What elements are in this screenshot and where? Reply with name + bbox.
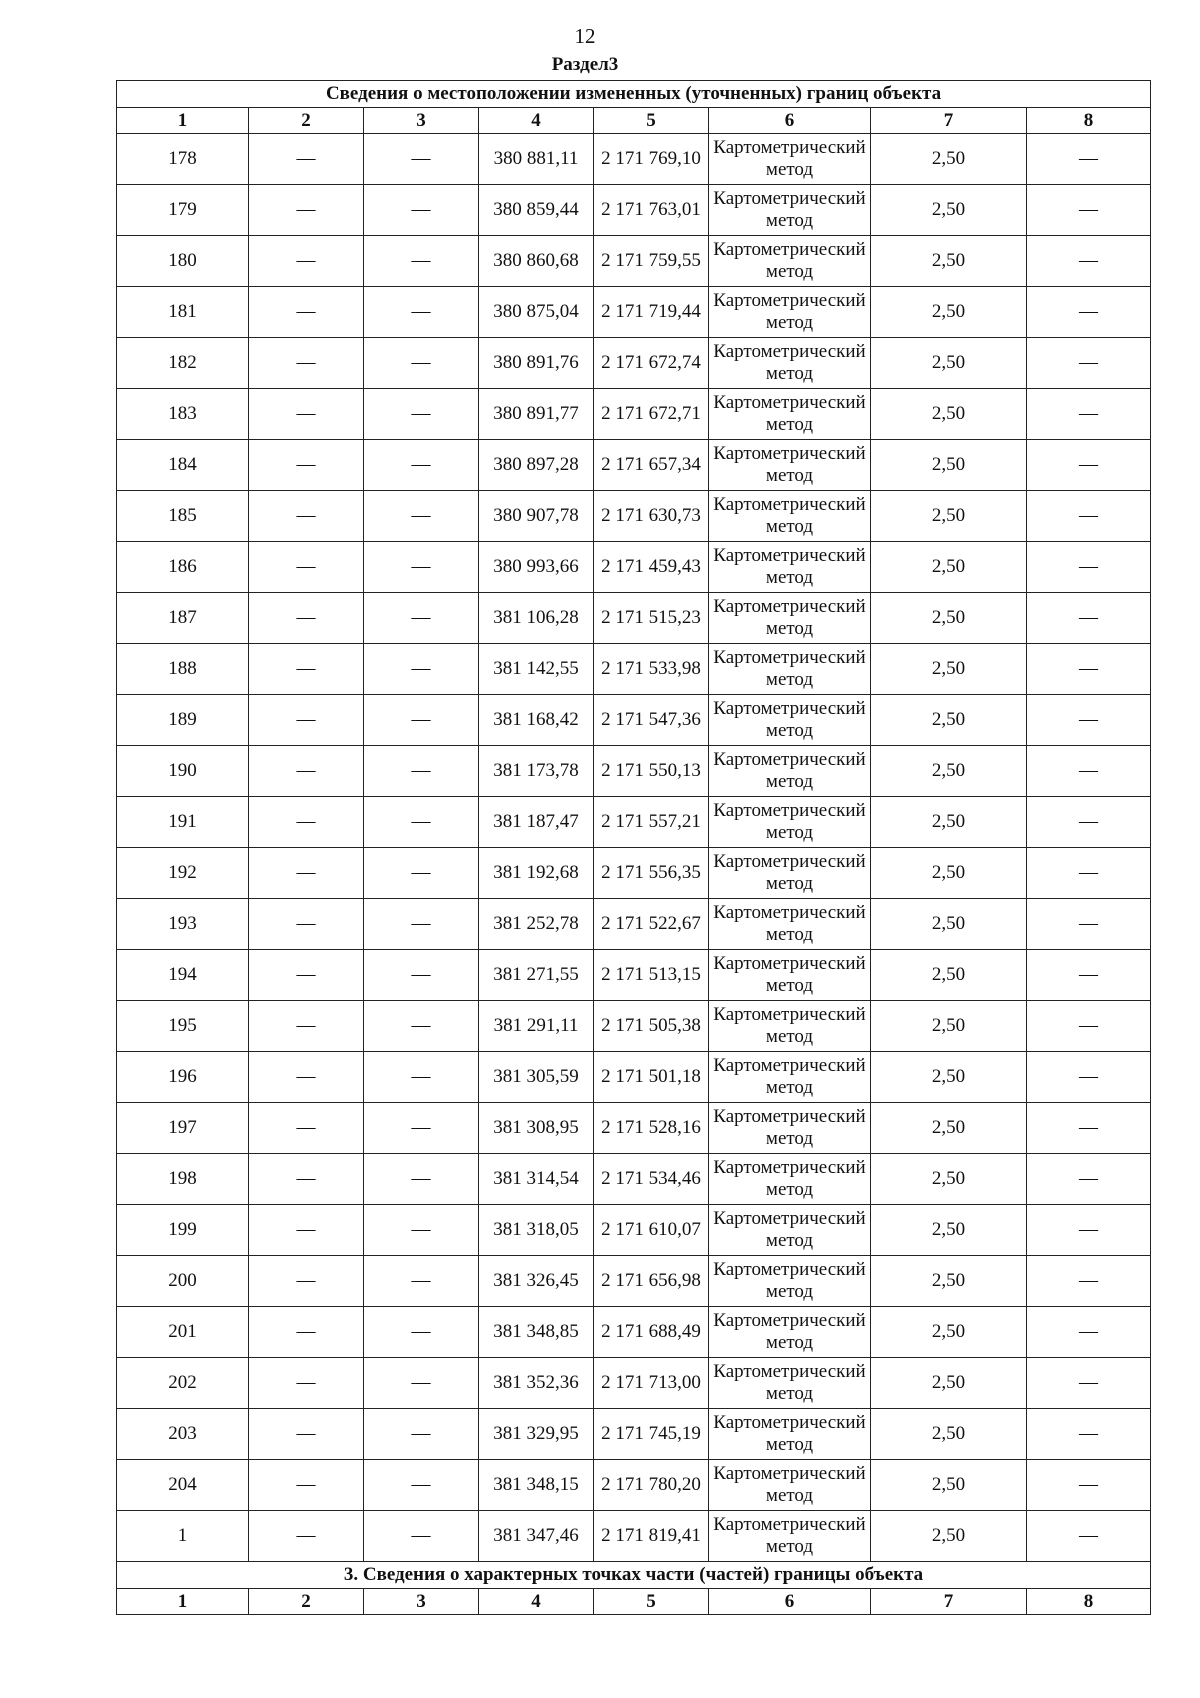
method-cell: Картометрический метод [709,1154,871,1205]
column-number-row [117,108,1151,134]
table-row [117,746,1151,797]
accuracy-cell: 2,50 [871,1460,1027,1511]
method-cell: Картометрический метод [709,1103,871,1154]
dash-cell: — [364,950,479,1001]
table-caption-row [117,81,1151,108]
method-cell: Картометрический метод [709,695,871,746]
accuracy-cell: 2,50 [871,1307,1027,1358]
dash-cell: — [364,440,479,491]
dash-cell: — [249,644,364,695]
method-cell: Картометрический метод [709,1358,871,1409]
dash-cell: — [1027,134,1151,185]
accuracy-cell: 2,50 [871,1052,1027,1103]
dash-cell: — [1027,1205,1151,1256]
dash-cell: — [364,338,479,389]
accuracy-cell: 2,50 [871,440,1027,491]
y-coordinate-cell: 2 171 515,23 [594,593,709,644]
dash-cell: — [249,236,364,287]
table-row [117,1052,1151,1103]
accuracy-cell: 2,50 [871,1511,1027,1562]
dash-cell: — [1027,236,1151,287]
accuracy-cell: 2,50 [871,1103,1027,1154]
dash-cell: — [249,1154,364,1205]
dash-cell: — [249,1358,364,1409]
x-coordinate-cell: 381 187,47 [479,797,594,848]
column-number: 3 [364,1589,479,1615]
accuracy-cell: 2,50 [871,848,1027,899]
y-coordinate-cell: 2 171 610,07 [594,1205,709,1256]
point-number-cell: 184 [117,440,249,491]
point-number-cell: 203 [117,1409,249,1460]
accuracy-cell: 2,50 [871,746,1027,797]
dash-cell: — [364,185,479,236]
section-title: Раздел3 [551,54,619,75]
dash-cell: — [364,848,479,899]
accuracy-cell: 2,50 [871,695,1027,746]
method-cell: Картометрический метод [709,491,871,542]
dash-cell: — [1027,1511,1151,1562]
dash-cell: — [364,1460,479,1511]
table-row [117,848,1151,899]
method-cell: Картометрический метод [709,440,871,491]
method-cell: Картометрический метод [709,593,871,644]
point-number-cell: 191 [117,797,249,848]
x-coordinate-cell: 381 252,78 [479,899,594,950]
point-number-cell: 202 [117,1358,249,1409]
dash-cell: — [364,899,479,950]
accuracy-cell: 2,50 [871,1358,1027,1409]
x-coordinate-cell: 380 860,68 [479,236,594,287]
accuracy-cell: 2,50 [871,950,1027,1001]
table-row [117,1460,1151,1511]
dash-cell: — [249,1103,364,1154]
column-number: 2 [249,1589,364,1615]
x-coordinate-cell: 381 318,05 [479,1205,594,1256]
dash-cell: — [364,542,479,593]
dash-cell: — [364,134,479,185]
column-number: 4 [479,108,594,134]
table-row [117,134,1151,185]
column-number: 6 [709,1589,871,1615]
method-cell: Картометрический метод [709,542,871,593]
column-number: 5 [594,108,709,134]
column-number: 4 [479,1589,594,1615]
y-coordinate-cell: 2 171 657,34 [594,440,709,491]
method-cell: Картометрический метод [709,287,871,338]
method-cell: Картометрический метод [709,134,871,185]
dash-cell: — [249,1205,364,1256]
accuracy-cell: 2,50 [871,1409,1027,1460]
point-number-cell: 199 [117,1205,249,1256]
point-number-cell: 183 [117,389,249,440]
table-row [117,1154,1151,1205]
table-caption: Сведения о местоположении измененных (уточненных) границ объекта [117,81,1151,108]
point-number-cell: 186 [117,542,249,593]
column-number: 3 [364,108,479,134]
x-coordinate-cell: 381 271,55 [479,950,594,1001]
accuracy-cell: 2,50 [871,389,1027,440]
point-number-cell: 185 [117,491,249,542]
dash-cell: — [1027,542,1151,593]
dash-cell: — [249,389,364,440]
dash-cell: — [249,1052,364,1103]
dash-cell: — [1027,1307,1151,1358]
point-number-cell: 188 [117,644,249,695]
table-row [117,593,1151,644]
dash-cell: — [1027,746,1151,797]
x-coordinate-cell: 380 859,44 [479,185,594,236]
y-coordinate-cell: 2 171 459,43 [594,542,709,593]
x-coordinate-cell: 381 352,36 [479,1358,594,1409]
dash-cell: — [1027,644,1151,695]
dash-cell: — [249,899,364,950]
point-number-cell: 1 [117,1511,249,1562]
dash-cell: — [364,1001,479,1052]
x-coordinate-cell: 380 881,11 [479,134,594,185]
x-coordinate-cell: 381 326,45 [479,1256,594,1307]
method-cell: Картометрический метод [709,899,871,950]
accuracy-cell: 2,50 [871,185,1027,236]
accuracy-cell: 2,50 [871,542,1027,593]
x-coordinate-cell: 380 875,04 [479,287,594,338]
dash-cell: — [364,1154,479,1205]
y-coordinate-cell: 2 171 557,21 [594,797,709,848]
y-coordinate-cell: 2 171 769,10 [594,134,709,185]
method-cell: Картометрический метод [709,1052,871,1103]
dash-cell: — [1027,440,1151,491]
x-coordinate-cell: 381 305,59 [479,1052,594,1103]
table-row [117,644,1151,695]
dash-cell: — [364,1307,479,1358]
table-row [117,491,1151,542]
dash-cell: — [1027,338,1151,389]
method-cell: Картометрический метод [709,236,871,287]
table-row [117,950,1151,1001]
accuracy-cell: 2,50 [871,1154,1027,1205]
dash-cell: — [364,236,479,287]
y-coordinate-cell: 2 171 630,73 [594,491,709,542]
point-number-cell: 179 [117,185,249,236]
column-number: 8 [1027,1589,1151,1615]
dash-cell: — [249,1460,364,1511]
y-coordinate-cell: 2 171 780,20 [594,1460,709,1511]
table-row [117,1103,1151,1154]
column-number: 1 [117,1589,249,1615]
y-coordinate-cell: 2 171 672,71 [594,389,709,440]
dash-cell: — [249,1307,364,1358]
column-number: 8 [1027,108,1151,134]
dash-cell: — [249,950,364,1001]
method-cell: Картометрический метод [709,746,871,797]
point-number-cell: 198 [117,1154,249,1205]
point-number-cell: 189 [117,695,249,746]
dash-cell: — [364,1103,479,1154]
dash-cell: — [1027,950,1151,1001]
table-row [117,287,1151,338]
point-number-cell: 200 [117,1256,249,1307]
method-cell: Картометрический метод [709,1460,871,1511]
y-coordinate-cell: 2 171 763,01 [594,185,709,236]
page-number: 12 [574,24,596,48]
dash-cell: — [249,593,364,644]
table-row [117,1307,1151,1358]
method-cell: Картометрический метод [709,1001,871,1052]
column-number: 7 [871,1589,1027,1615]
dash-cell: — [1027,1409,1151,1460]
y-coordinate-cell: 2 171 534,46 [594,1154,709,1205]
table-row [117,236,1151,287]
subsection-title: 3. Сведения о характерных точках части (частей) границы объекта [117,1562,1151,1589]
point-number-cell: 192 [117,848,249,899]
point-number-cell: 190 [117,746,249,797]
accuracy-cell: 2,50 [871,491,1027,542]
accuracy-cell: 2,50 [871,899,1027,950]
x-coordinate-cell: 381 168,42 [479,695,594,746]
dash-cell: — [249,746,364,797]
y-coordinate-cell: 2 171 501,18 [594,1052,709,1103]
accuracy-cell: 2,50 [871,1205,1027,1256]
dash-cell: — [249,134,364,185]
x-coordinate-cell: 381 192,68 [479,848,594,899]
dash-cell: — [1027,491,1151,542]
dash-cell: — [1027,899,1151,950]
dash-cell: — [249,848,364,899]
point-number-cell: 195 [117,1001,249,1052]
table-row [117,440,1151,491]
dash-cell: — [364,593,479,644]
point-number-cell: 193 [117,899,249,950]
column-number: 2 [249,108,364,134]
table-row [117,1001,1151,1052]
dash-cell: — [249,338,364,389]
method-cell: Картометрический метод [709,1511,871,1562]
x-coordinate-cell: 380 891,76 [479,338,594,389]
table-row [117,1409,1151,1460]
method-cell: Картометрический метод [709,1205,871,1256]
accuracy-cell: 2,50 [871,797,1027,848]
table-row [117,185,1151,236]
subsection-title-row [117,1562,1151,1589]
method-cell: Картометрический метод [709,644,871,695]
dash-cell: — [249,1409,364,1460]
y-coordinate-cell: 2 171 745,19 [594,1409,709,1460]
accuracy-cell: 2,50 [871,338,1027,389]
method-cell: Картометрический метод [709,848,871,899]
y-coordinate-cell: 2 171 672,74 [594,338,709,389]
point-number-cell: 194 [117,950,249,1001]
x-coordinate-cell: 380 993,66 [479,542,594,593]
y-coordinate-cell: 2 171 556,35 [594,848,709,899]
x-coordinate-cell: 381 142,55 [479,644,594,695]
table-row [117,1358,1151,1409]
dash-cell: — [364,644,479,695]
dash-cell: — [1027,185,1151,236]
dash-cell: — [1027,1052,1151,1103]
table-row [117,899,1151,950]
method-cell: Картометрический метод [709,950,871,1001]
accuracy-cell: 2,50 [871,1256,1027,1307]
point-number-cell: 181 [117,287,249,338]
dash-cell: — [364,1409,479,1460]
y-coordinate-cell: 2 171 656,98 [594,1256,709,1307]
dash-cell: — [249,695,364,746]
dash-cell: — [364,1511,479,1562]
dash-cell: — [249,1256,364,1307]
method-cell: Картометрический метод [709,389,871,440]
point-number-cell: 187 [117,593,249,644]
accuracy-cell: 2,50 [871,236,1027,287]
y-coordinate-cell: 2 171 759,55 [594,236,709,287]
dash-cell: — [364,1205,479,1256]
point-number-cell: 204 [117,1460,249,1511]
x-coordinate-cell: 381 347,46 [479,1511,594,1562]
y-coordinate-cell: 2 171 513,15 [594,950,709,1001]
dash-cell: — [364,695,479,746]
dash-cell: — [364,1256,479,1307]
table-row [117,338,1151,389]
point-number-cell: 196 [117,1052,249,1103]
y-coordinate-cell: 2 171 528,16 [594,1103,709,1154]
table-row [117,542,1151,593]
x-coordinate-cell: 380 891,77 [479,389,594,440]
method-cell: Картометрический метод [709,338,871,389]
dash-cell: — [1027,1358,1151,1409]
subsection-column-number-row [117,1589,1151,1615]
point-number-cell: 201 [117,1307,249,1358]
dash-cell: — [249,1001,364,1052]
x-coordinate-cell: 381 106,28 [479,593,594,644]
y-coordinate-cell: 2 171 719,44 [594,287,709,338]
dash-cell: — [1027,1154,1151,1205]
dash-cell: — [249,1511,364,1562]
column-number: 6 [709,108,871,134]
table-row [117,389,1151,440]
x-coordinate-cell: 380 897,28 [479,440,594,491]
dash-cell: — [364,1358,479,1409]
dash-cell: — [1027,287,1151,338]
dash-cell: — [364,797,479,848]
dash-cell: — [249,287,364,338]
x-coordinate-cell: 381 291,11 [479,1001,594,1052]
accuracy-cell: 2,50 [871,134,1027,185]
dash-cell: — [249,797,364,848]
x-coordinate-cell: 381 348,15 [479,1460,594,1511]
method-cell: Картометрический метод [709,185,871,236]
point-number-cell: 197 [117,1103,249,1154]
method-cell: Картометрический метод [709,797,871,848]
accuracy-cell: 2,50 [871,1001,1027,1052]
point-number-cell: 182 [117,338,249,389]
dash-cell: — [1027,797,1151,848]
dash-cell: — [364,1052,479,1103]
x-coordinate-cell: 381 348,85 [479,1307,594,1358]
dash-cell: — [364,287,479,338]
x-coordinate-cell: 381 308,95 [479,1103,594,1154]
dash-cell: — [364,746,479,797]
table-row [117,1511,1151,1562]
dash-cell: — [1027,1001,1151,1052]
column-number: 7 [871,108,1027,134]
y-coordinate-cell: 2 171 547,36 [594,695,709,746]
boundary-coordinates-table [116,80,1151,1615]
x-coordinate-cell: 381 173,78 [479,746,594,797]
y-coordinate-cell: 2 171 533,98 [594,644,709,695]
method-cell: Картометрический метод [709,1256,871,1307]
table-row [117,695,1151,746]
x-coordinate-cell: 381 329,95 [479,1409,594,1460]
dash-cell: — [249,491,364,542]
table-row [117,1205,1151,1256]
table-row [117,1256,1151,1307]
column-number: 1 [117,108,249,134]
y-coordinate-cell: 2 171 688,49 [594,1307,709,1358]
method-cell: Картометрический метод [709,1307,871,1358]
y-coordinate-cell: 2 171 550,13 [594,746,709,797]
dash-cell: — [1027,695,1151,746]
accuracy-cell: 2,50 [871,287,1027,338]
y-coordinate-cell: 2 171 819,41 [594,1511,709,1562]
accuracy-cell: 2,50 [871,593,1027,644]
accuracy-cell: 2,50 [871,644,1027,695]
dash-cell: — [364,389,479,440]
column-number: 5 [594,1589,709,1615]
dash-cell: — [249,185,364,236]
y-coordinate-cell: 2 171 522,67 [594,899,709,950]
method-cell: Картометрический метод [709,1409,871,1460]
x-coordinate-cell: 381 314,54 [479,1154,594,1205]
dash-cell: — [1027,593,1151,644]
dash-cell: — [249,440,364,491]
point-number-cell: 180 [117,236,249,287]
dash-cell: — [1027,848,1151,899]
dash-cell: — [249,542,364,593]
x-coordinate-cell: 380 907,78 [479,491,594,542]
y-coordinate-cell: 2 171 505,38 [594,1001,709,1052]
dash-cell: — [1027,1103,1151,1154]
y-coordinate-cell: 2 171 713,00 [594,1358,709,1409]
table-row [117,797,1151,848]
point-number-cell: 178 [117,134,249,185]
dash-cell: — [364,491,479,542]
dash-cell: — [1027,389,1151,440]
dash-cell: — [1027,1256,1151,1307]
dash-cell: — [1027,1460,1151,1511]
